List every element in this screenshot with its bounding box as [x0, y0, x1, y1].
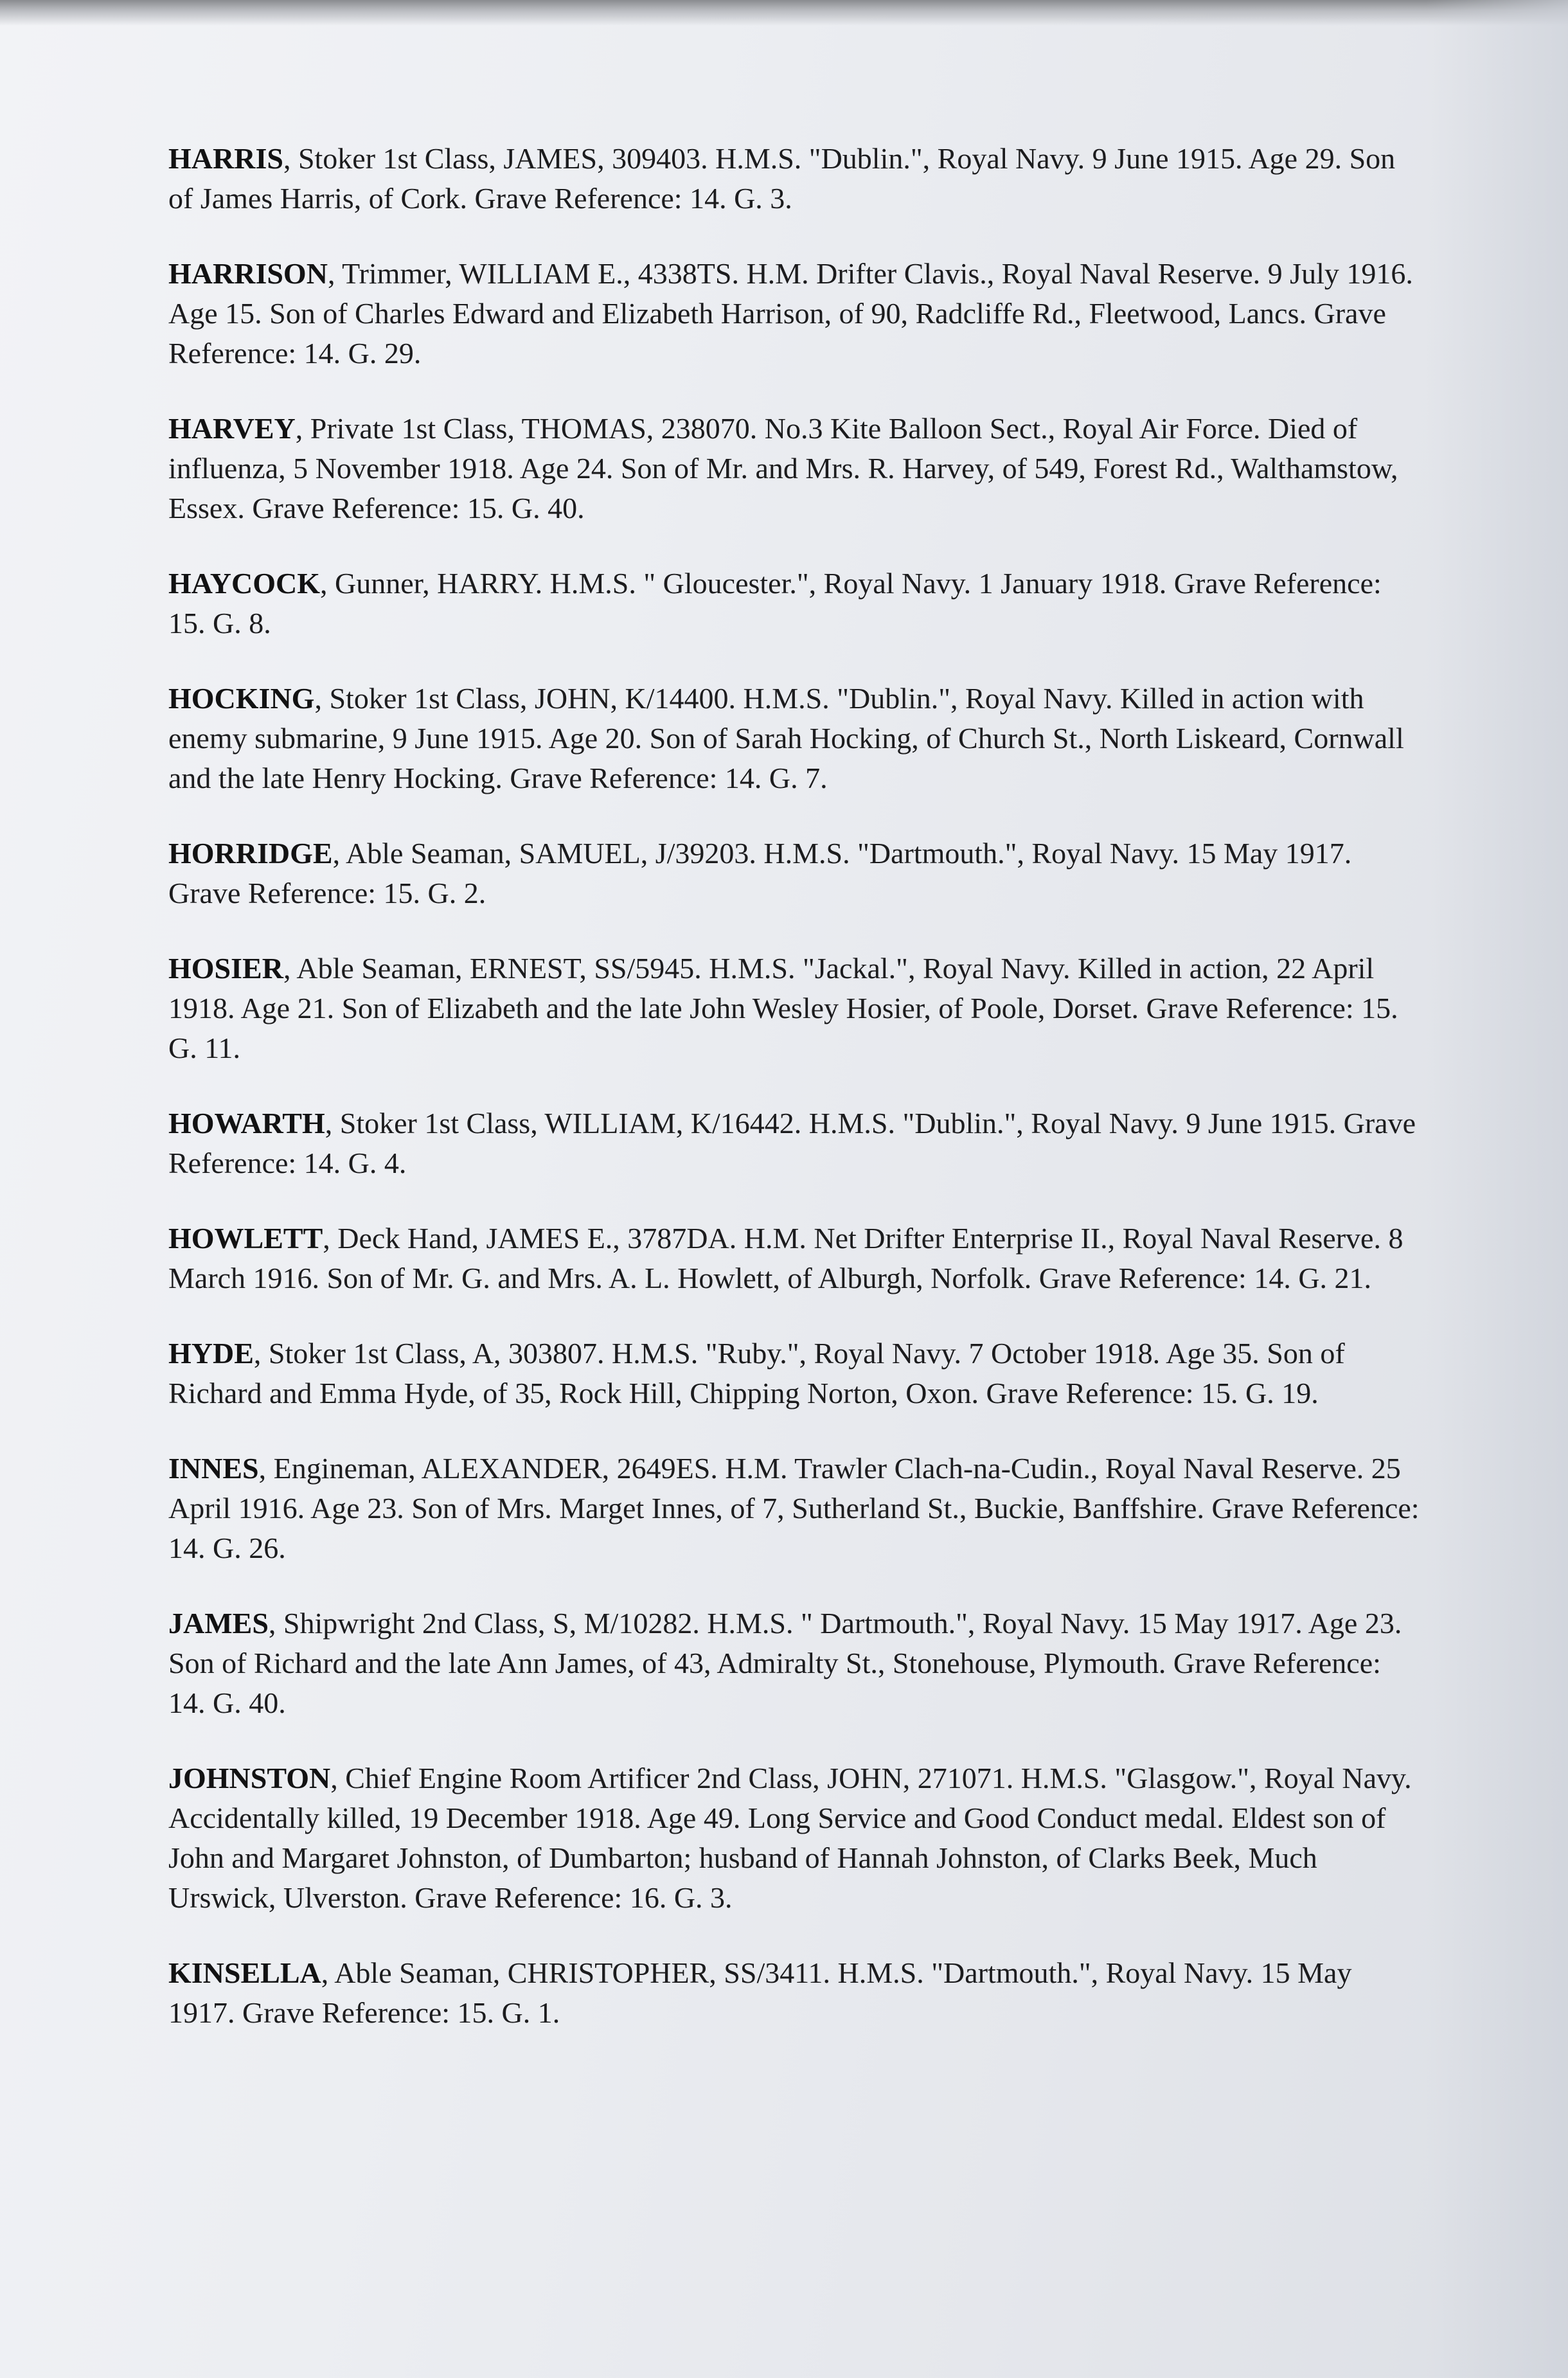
entry-details: , Chief Engine Room Artificer 2nd Class, JOHN, 271071. H.M.S. "Glasgow.", Royal Navy. Accidentally killed, 19 December 1918. Age 49. Long Service and Good Conduct medal. Eldest son of John and Margaret Johnston, of Dumbarton; husband of Hannah Johnston, of Clarks Beek, Much Urswick, Ulverston. Grave Reference: 16. G. 3. — [168, 1762, 1412, 1914]
entry-surname: HARRISON — [168, 257, 328, 290]
entry-howlett — [168, 1219, 1421, 1298]
entry-surname: HYDE — [168, 1337, 254, 1370]
entry-surname: HOWARTH — [168, 1107, 325, 1140]
entry-details: , Able Seaman, ERNEST, SS/5945. H.M.S. "Jackal.", Royal Navy. Killed in action, 22 April 1918. Age 21. Son of Elizabeth and the late John Wesley Hosier, of Poole, Dorset. Grave Reference: 15. G. 11. — [168, 952, 1398, 1064]
entry-details: , Stoker 1st Class, JOHN, K/14400. H.M.S. "Dublin.", Royal Navy. Killed in action with enemy submarine, 9 June 1915. Age 20. Son of Sarah Hocking, of Church St., North Liskeard, Cornwall and the late Henry Hocking. Grave Reference: 14. G. 7. — [168, 682, 1404, 794]
entry-surname: HOSIER — [168, 952, 283, 985]
entry-details: , Stoker 1st Class, WILLIAM, K/16442. H.M.S. "Dublin.", Royal Navy. 9 June 1915. Grave Reference: 14. G. 4. — [168, 1107, 1416, 1179]
entry-details: , Engineman, ALEXANDER, 2649ES. H.M. Trawler Clach-na-Cudin., Royal Naval Reserve. 25 April 1916. Age 23. Son of Mrs. Marget Innes, of 7, Sutherland St., Buckie, Banffshire. Grave Reference: 14. G. 26. — [168, 1452, 1420, 1564]
entry-hocking — [168, 679, 1421, 798]
entry-innes — [168, 1449, 1421, 1568]
entry-details: , Able Seaman, SAMUEL, J/39203. H.M.S. "Dartmouth.", Royal Navy. 15 May 1917. Grave Reference: 15. G. 2. — [168, 837, 1352, 909]
entry-harrison — [168, 254, 1421, 373]
entry-details: , Gunner, HARRY. H.M.S. " Gloucester.", Royal Navy. 1 January 1918. Grave Reference: 15. G. 8. — [168, 567, 1382, 639]
entry-howarth — [168, 1104, 1421, 1183]
casualty-list — [168, 139, 1421, 2068]
entry-details: , Stoker 1st Class, A, 303807. H.M.S. "Ruby.", Royal Navy. 7 October 1918. Age 35. Son of Richard and Emma Hyde, of 35, Rock Hill, Chipping Norton, Oxon. Grave Reference: 15. G. 19. — [168, 1337, 1345, 1409]
entry-james — [168, 1604, 1421, 1723]
entry-hosier — [168, 949, 1421, 1068]
entry-surname: INNES — [168, 1452, 259, 1485]
entry-surname: KINSELLA — [168, 1956, 321, 1989]
entry-surname: HAYCOCK — [168, 567, 320, 600]
entry-surname: JOHNSTON — [168, 1762, 331, 1794]
entry-harvey — [168, 409, 1421, 528]
entry-details: , Shipwright 2nd Class, S, M/10282. H.M.S. " Dartmouth.", Royal Navy. 15 May 1917. Age 23. Son of Richard and the late Ann James, of 43, Admiralty St., Stonehouse, Plymouth. Grave Reference: 14. G. 40. — [168, 1607, 1402, 1719]
entry-johnston — [168, 1758, 1421, 1918]
entry-details: , Stoker 1st Class, JAMES, 309403. H.M.S. "Dublin.", Royal Navy. 9 June 1915. Age 29. Son of James Harris, of Cork. Grave Reference: 14. G. 3. — [168, 142, 1396, 215]
entry-horridge — [168, 834, 1421, 913]
entry-surname: JAMES — [168, 1607, 269, 1640]
entry-harris — [168, 139, 1421, 219]
entry-details: , Trimmer, WILLIAM E., 4338TS. H.M. Drifter Clavis., Royal Naval Reserve. 9 July 1916. Age 15. Son of Charles Edward and Elizabeth Harrison, of 90, Radcliffe Rd., Fleetwood, Lancs. Grave Reference: 14. G. 29. — [168, 257, 1413, 370]
entry-surname: HARVEY — [168, 412, 296, 445]
entry-hyde — [168, 1334, 1421, 1413]
entry-kinsella — [168, 1953, 1421, 2033]
entry-surname: HORRIDGE — [168, 837, 333, 870]
entry-details: , Deck Hand, JAMES E., 3787DA. H.M. Net Drifter Enterprise II., Royal Naval Reserve. 8 March 1916. Son of Mr. G. and Mrs. A. L. Howlett, of Alburgh, Norfolk. Grave Reference: 14. G. 21. — [168, 1222, 1403, 1294]
entry-haycock — [168, 564, 1421, 643]
entry-surname: HOWLETT — [168, 1222, 323, 1255]
entry-surname: HARRIS — [168, 142, 283, 175]
entry-details: , Private 1st Class, THOMAS, 238070. No.3 Kite Balloon Sect., Royal Air Force. Died of influenza, 5 November 1918. Age 24. Son of Mr. and Mrs. R. Harvey, of 549, Forest Rd., Walthamstow, Essex. Grave Reference: 15. G. 40. — [168, 412, 1398, 524]
entry-surname: HOCKING — [168, 682, 315, 715]
entry-details: , Able Seaman, CHRISTOPHER, SS/3411. H.M.S. "Dartmouth.", Royal Navy. 15 May 1917. Grave Reference: 15. G. 1. — [168, 1956, 1352, 2029]
